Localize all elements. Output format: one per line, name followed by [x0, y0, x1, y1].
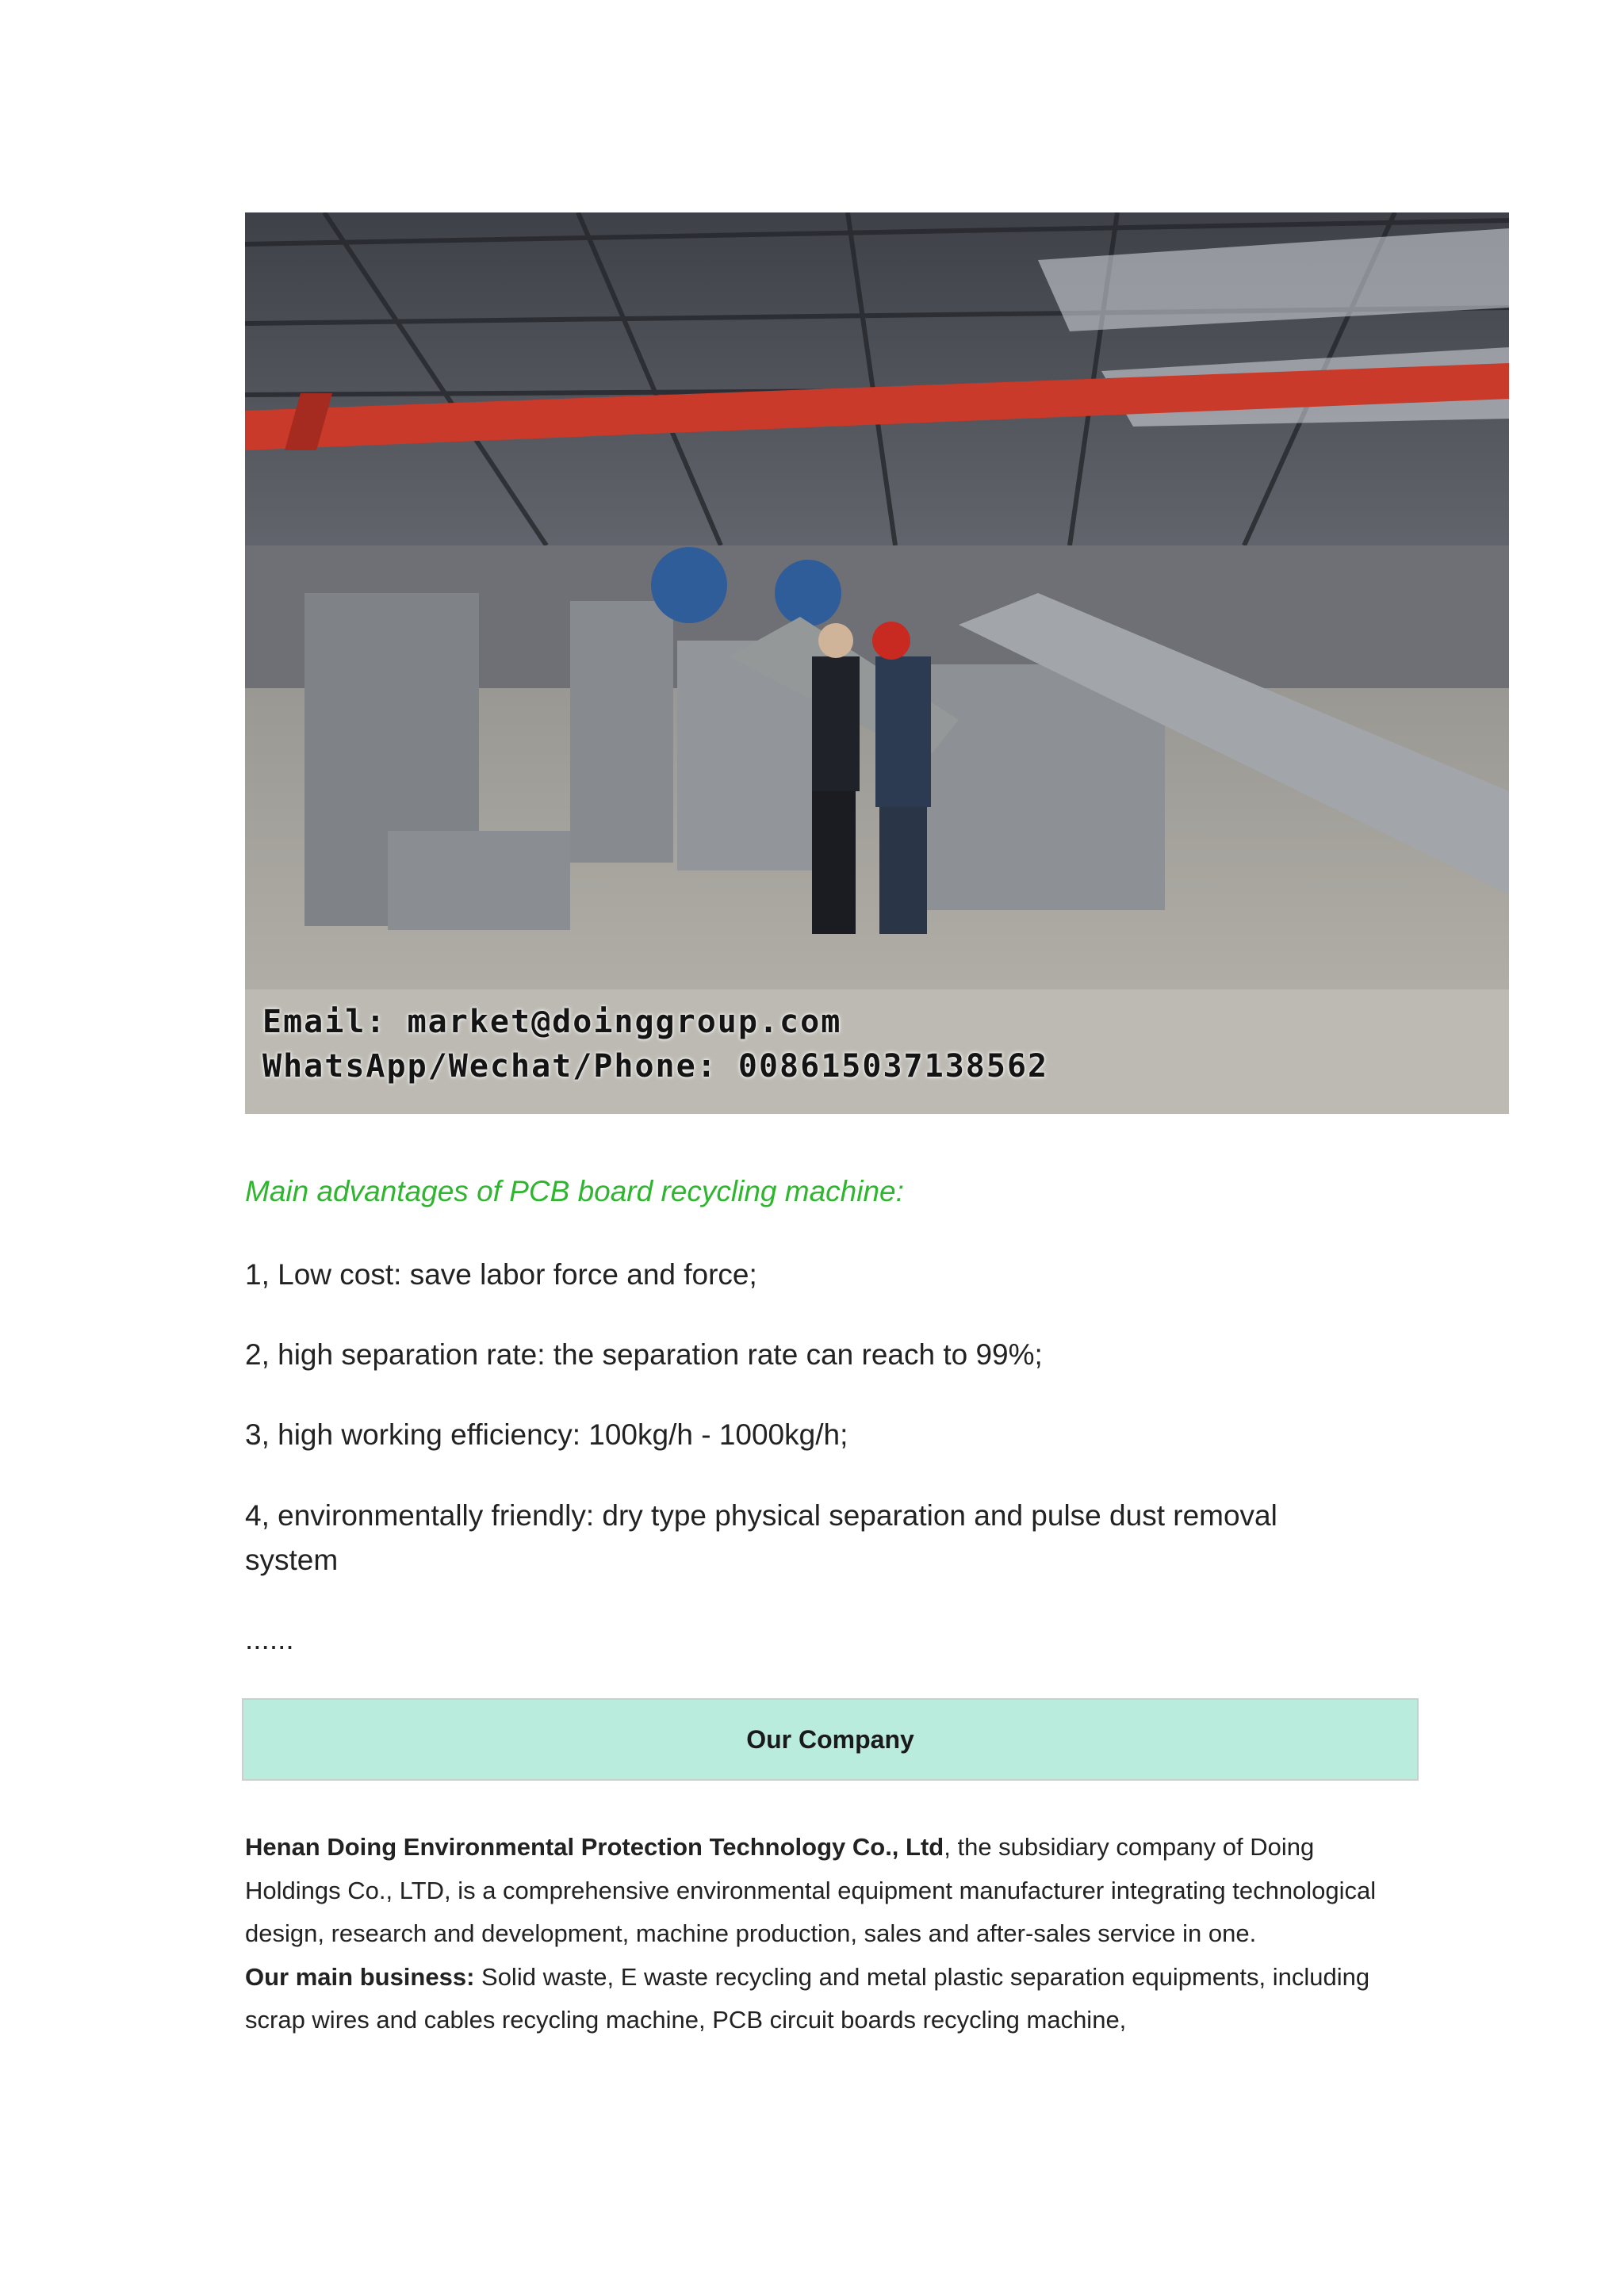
factory-illustration [245, 212, 1509, 1114]
our-company-bar [242, 1698, 1419, 1781]
advantages-ellipsis: ...... [245, 1623, 294, 1655]
advantage-item-2: 2, high separation rate: the separation rate can reach to 99%; [245, 1338, 1043, 1371]
our-company-title: Our Company [746, 1724, 914, 1754]
company-description-text: , the subsidiary company of Doing Holdings Co., LTD, is a comprehensive environmental equipment manufacturer integrating technological design, research and development, machine production, sales and after-sales service in one. [245, 1833, 1377, 1947]
advantage-item-4: 4, environmentally friendly: dry type physical separation and pulse dust removal system [245, 1499, 1277, 1576]
main-business-label: Our main business: [245, 1962, 475, 1991]
contact-email-overlay: Email: market@doinggroup.com [262, 1004, 842, 1040]
company-name: Henan Doing Environmental Protection Technology Co., Ltd [245, 1833, 944, 1861]
main-business-text: Solid waste, E waste recycling and metal plastic separation equipments, including scrap wires and cables recycling machine, PCB circuit boards recycling machine, [245, 1962, 1370, 2034]
advantage-item-3: 3, high working efficiency: 100kg/h - 1000kg/h; [245, 1418, 848, 1451]
contact-phone-overlay: WhatsApp/Wechat/Phone: 008615037138562 [262, 1048, 1049, 1085]
company-description [245, 1826, 1387, 2042]
advantage-item-1: 1, Low cost: save labor force and force; [245, 1258, 757, 1291]
factory-photo [245, 212, 1509, 1114]
advantages-heading: Main advantages of PCB board recycling machine: [245, 1175, 904, 1207]
